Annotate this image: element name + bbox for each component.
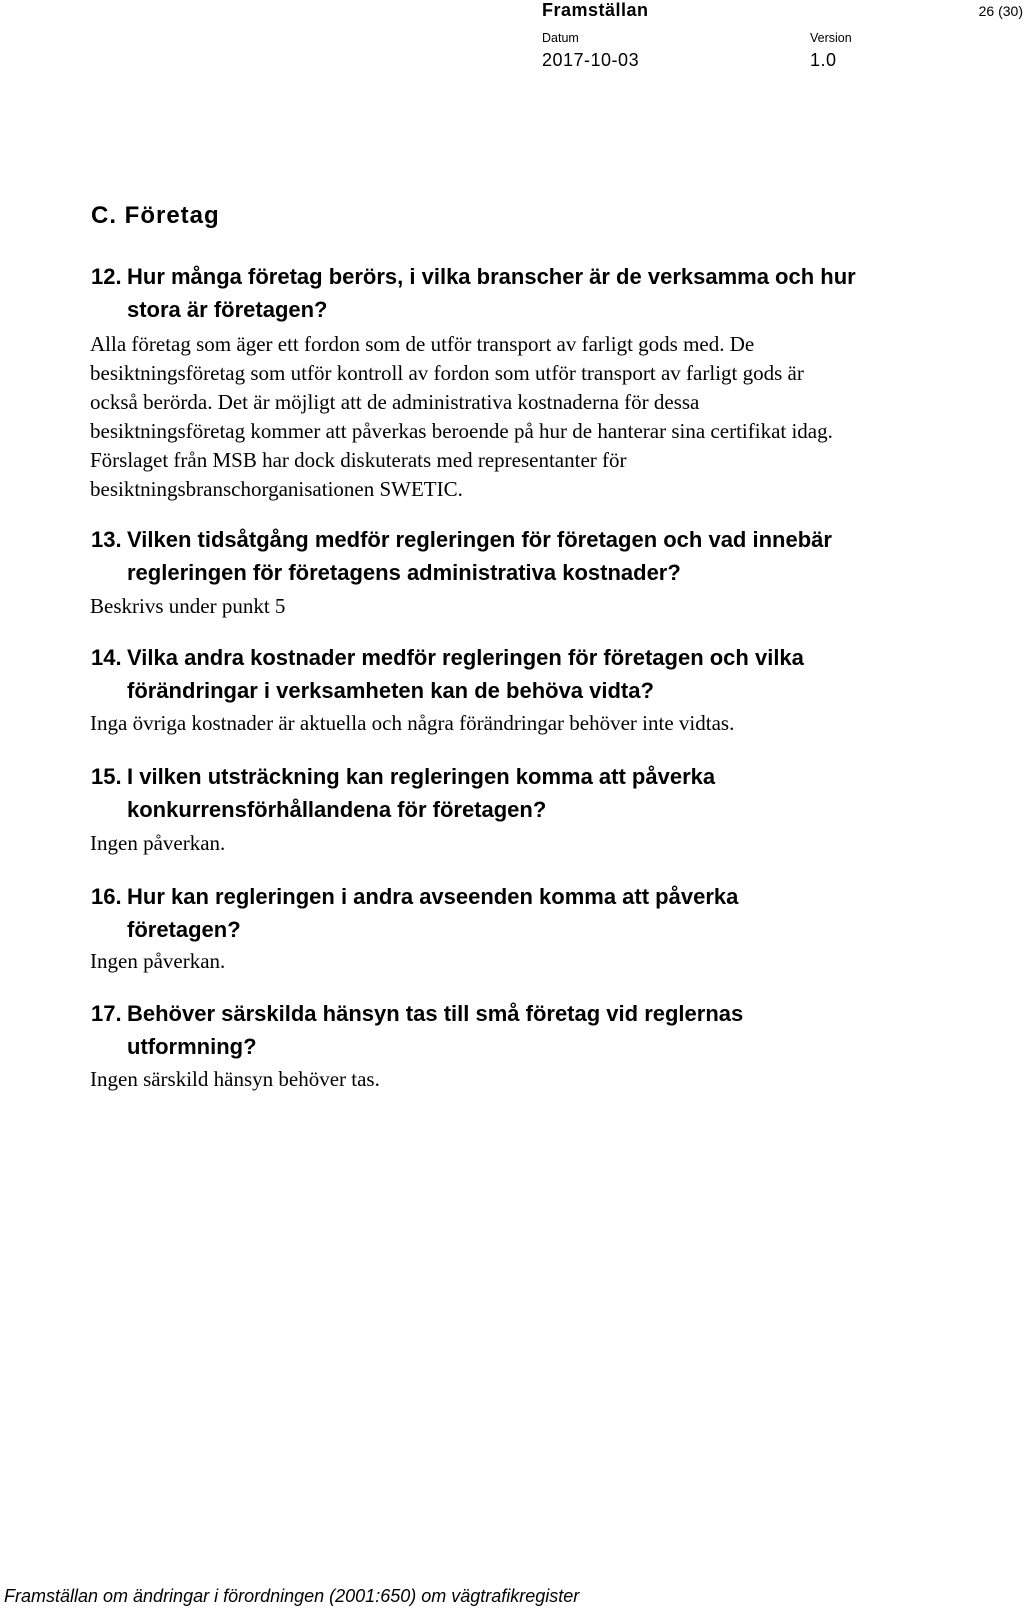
answer-14: Inga övriga kostnader är aktuella och några förändringar behöver inte vidtas. [90, 711, 735, 735]
question-text: I vilken utsträckning kan regleringen komma att påverka konkurrensförhållandena för företagen? [127, 764, 716, 822]
date-label: Datum [542, 31, 579, 45]
question-15 [91, 760, 991, 826]
version-value: 1.0 [810, 50, 837, 70]
question-number: 16. [91, 884, 122, 909]
question-text: Hur kan regleringen i andra avseenden komma att påverka företagen? [127, 884, 739, 942]
question-number: 12. [91, 264, 122, 289]
page-number: 26 (30) [978, 3, 1023, 19]
question-number: 15. [91, 764, 122, 789]
answer-12: Alla företag som äger ett fordon som de utför transport av farligt gods med. De besiktningsföretag som utför kontroll av fordon som utför transport av farligt gods är också berörda. Det är möjligt att de administrativa kostnaderna för dessa besiktningsföretag kommer att påverkas beroende på hur de hanterar sina certifikat idag. Förslaget från MSB har dock diskuterats med representanter för besiktningsbranschorganisationen SWETIC. [90, 332, 833, 501]
question-text: Behöver särskilda hänsyn tas till små företag vid reglernas utformning? [127, 1001, 744, 1059]
date-value: 2017-10-03 [542, 50, 640, 70]
answer-17: Ingen särskild hänsyn behöver tas. [90, 1067, 380, 1091]
question-12 [91, 260, 991, 326]
question-number: 17. [91, 1001, 122, 1026]
question-text: Vilka andra kostnader medför regleringen för företagen och vilka förändringar i verksamheten kan de behöva vidta? [127, 645, 804, 703]
answer-16: Ingen påverkan. [90, 949, 226, 973]
question-17 [91, 997, 991, 1063]
document-title: Framställan [542, 0, 649, 20]
question-number: 13. [91, 527, 122, 552]
answer-13: Beskrivs under punkt 5 [90, 594, 286, 618]
answer-15: Ingen påverkan. [90, 831, 226, 855]
section-heading: C. Företag [91, 202, 220, 229]
question-text: Vilken tidsåtgång medför regleringen för företagen och vad innebär regleringen för företagens administrativa kostnader? [127, 527, 832, 585]
question-text: Hur många företag berörs, i vilka branscher är de verksamma och hur stora är företagen? [127, 264, 856, 322]
question-14 [91, 641, 991, 707]
question-13 [91, 523, 991, 589]
question-number: 14. [91, 645, 122, 670]
question-16 [91, 880, 991, 946]
page-footer: Framställan om ändringar i förordningen (2001:650) om vägtrafikregister [4, 1586, 580, 1606]
version-label: Version [810, 31, 852, 45]
